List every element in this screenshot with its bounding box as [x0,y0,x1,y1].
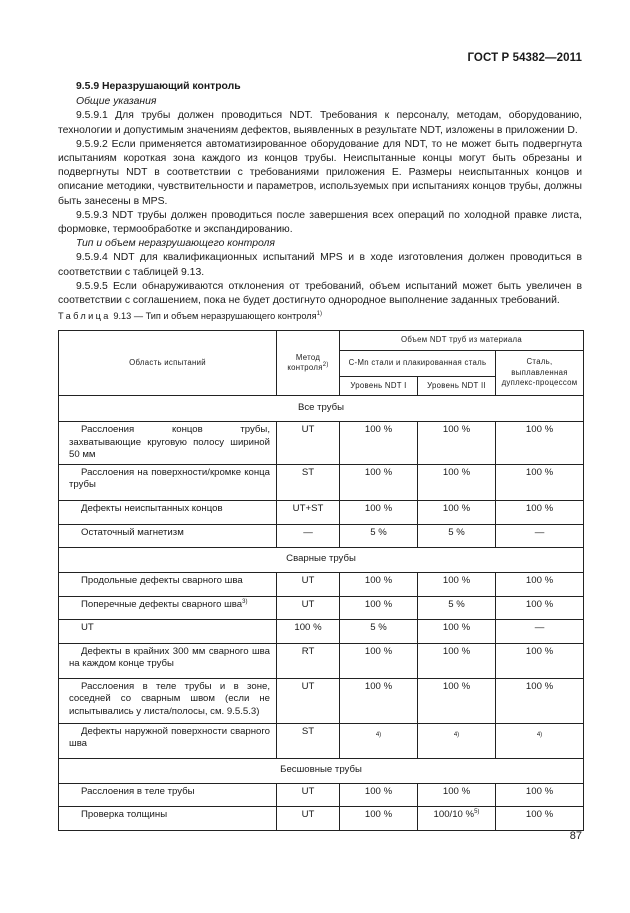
row-level-2: 100 % [418,783,496,806]
row-method: UT [277,678,340,723]
header-method: Метод контроля$^{2)}$ [277,331,340,396]
row-level-2-note: 5) [474,808,480,815]
row-level-1: 100 % [340,422,418,465]
row-method: UT+ST [277,500,340,524]
table-caption-label: Таблица [58,311,111,321]
row-level-2: 100 % [418,643,496,678]
row-duplex: — [496,619,584,643]
row-level-1: 100 % [340,596,418,619]
row-area: Остаточный магнетизм [59,524,277,547]
row-method: RT [277,643,340,678]
row-area: Расслоения в теле трубы [59,783,277,806]
header-level-2: Уровень NDT II [418,377,496,396]
body-text [58,80,582,308]
row-duplex: 4) [496,723,584,758]
row-level-1: 100 % [340,572,418,596]
header-level-1: Уровень NDT I [340,377,418,396]
ndt-table [58,330,584,831]
row-method: UT [277,783,340,806]
row-level-2: 4) [418,723,496,758]
row-level-1: 100 % [340,806,418,830]
row-level-2: 100 % [418,422,496,465]
header-cmn-steel: C-Mn стали и плакированная сталь [340,351,496,377]
row-level-1: 100 % [340,500,418,524]
row-level-1: 5 % [340,524,418,547]
row-area: Дефекты неиспытанных концов [59,500,277,524]
paragraph-9-5-9-3: 9.5.9.3 NDT трубы должен проводиться после завершения всех операций по холодной правке листа, формовке, термообработке и экспандированию. [58,209,582,236]
row-level-2: 100 % [418,464,496,500]
row-duplex: 100 % [496,783,584,806]
row-method: ST [277,723,340,758]
table-caption-note: 1) [316,311,322,317]
row-level-2: 100 % [418,572,496,596]
row-method: 100 % [277,619,340,643]
subheading-type-volume: Тип и объем неразрушающего контроля [76,238,275,250]
table-row [59,783,584,806]
row-level-2: 100 % [418,678,496,723]
table-row [59,500,584,524]
document-id: ГОСТ Р 54382—2011 [467,52,582,64]
row-level-1: 4) [340,723,418,758]
row-level-2: 100/10 %$^{5)}$ [418,806,496,830]
row-duplex: 100 % [496,572,584,596]
paragraph-9-5-9-5: 9.5.9.5 Если обнаруживаются отклонения от требований, объем испытаний может быть увеличен в соответствии с соглашением, пока не будет достигнуто однородное выполнение заданных требований. [58,280,582,307]
paragraph-9-5-9-1: 9.5.9.1 Для трубы должен проводиться NDT. Требования к персоналу, методам, оборудованию, технологии и допустимым значениям дефектов, выявленных в результате NDT, изложены в приложении D. [58,110,582,136]
table-row [59,524,584,547]
section-heading: 9.5.9 Неразрушающий контроль [76,81,241,92]
header-area: Область испытаний [59,331,277,396]
row-area: Расслоения концов трубы, захватывающие круговую полосу шириной 50 мм [59,422,277,465]
row-area: Дефекты в крайних 300 мм сварного шва на каждом конце трубы [59,643,277,678]
table-row [59,619,584,643]
row-method: — [277,524,340,547]
row-area: Проверка толщины [59,806,277,830]
table-row [59,643,584,678]
subheading-general: Общие указания [76,96,157,108]
section-welded-pipes: Сварные трубы [59,547,584,572]
row-area: Поперечные дефекты сварного шва$^{3)}$ [59,596,277,619]
paragraph-9-5-9-4: 9.5.9.4 NDT для квалификационных испытаний MPS и в ходе изготовления должен проводиться в соответствии с таблицей 9.13. [58,252,582,278]
table-row [59,723,584,758]
table-row [59,464,584,500]
row-method: ST [277,464,340,500]
section-seamless-pipes: Бесшовные трубы [59,758,584,783]
row-method: UT [277,806,340,830]
table-row [59,596,584,619]
header-method-note: 2) [322,362,329,368]
row-area: Расслоения на поверхности/кромке конца трубы [59,464,277,500]
row-level-2: 5 % [418,524,496,547]
row-level-2: 5 % [418,596,496,619]
row-level-1: 100 % [340,678,418,723]
header-volume: Объем NDT труб из материала [340,331,584,351]
row-duplex: 100 % [496,500,584,524]
row-area-note: 3) [242,598,248,605]
row-area: Продольные дефекты сварного шва [59,572,277,596]
row-level-1: 100 % [340,643,418,678]
row-area: Расслоения в теле трубы и в зоне, соседней со сварным швом (если не испытывались у листа/полосы, см. 9.5.5.3) [59,678,277,723]
row-method: UT [277,596,340,619]
page-number: 87 [569,830,582,842]
row-method: UT [277,422,340,465]
table-row [59,572,584,596]
row-method: UT [277,572,340,596]
row-duplex: 100 % [496,422,584,465]
row-duplex: — [496,524,584,547]
row-duplex: 100 % [496,806,584,830]
row-area: UT [59,619,277,643]
row-duplex: 100 % [496,643,584,678]
row-level-1: 100 % [340,783,418,806]
row-area: Дефекты наружной поверхности сварного шва [59,723,277,758]
section-all-pipes: Все трубы [59,396,584,422]
row-level-1: 5 % [340,619,418,643]
row-level-2: 100 % [418,500,496,524]
table-row [59,806,584,830]
table-row [59,678,584,723]
table-caption [58,311,322,321]
row-level-1: 100 % [340,464,418,500]
row-level-2: 100 % [418,619,496,643]
header-duplex-steel: Сталь, выплавленная дуплекс-процессом [496,351,584,396]
table-row [59,422,584,465]
table-caption-text: 9.13 — Тип и объем неразрушающего контроля [113,311,317,321]
row-duplex: 100 % [496,678,584,723]
paragraph-9-5-9-2: 9.5.9.2 Если применяется автоматизированное оборудование для NDT, то не может быть подвергнута испытаниям короткая зона каждого из концов трубы. Неиспытанные концы могут быть обрезаны и подвергнуты NDT в соответствии с требованиями приложения E. Размеры неиспытанных концов и описание методики, чувствительности и параметров, используемых при испытаниях концов трубы, должны быть занесены в MPS. [58,138,582,207]
row-duplex: 100 % [496,596,584,619]
row-duplex: 100 % [496,464,584,500]
